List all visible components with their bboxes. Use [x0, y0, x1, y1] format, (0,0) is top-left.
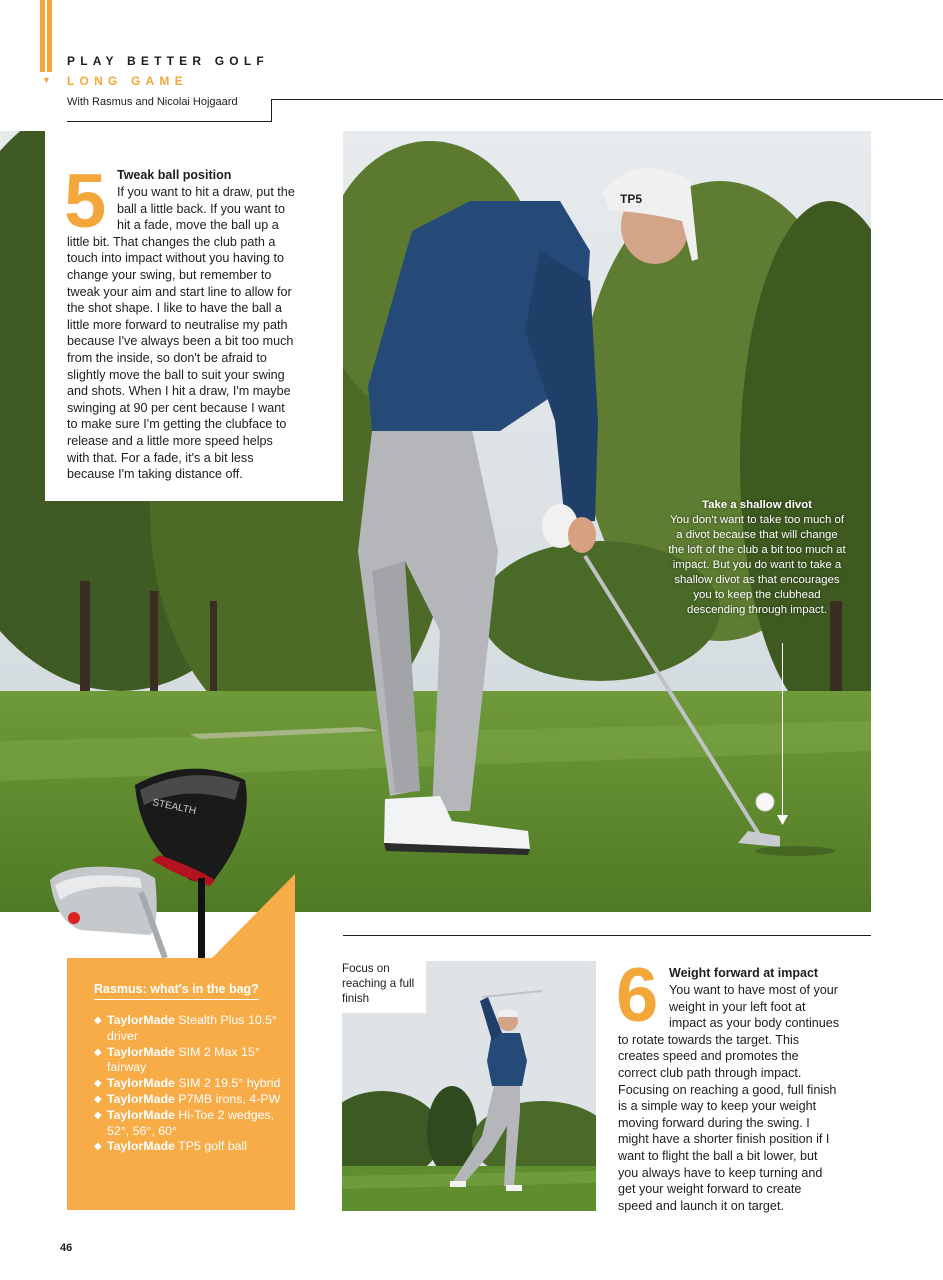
callout-pointer-line: [782, 643, 783, 821]
subsection-title: LONG GAME: [67, 74, 188, 88]
bag-item-brand: TaylorMade: [107, 1091, 175, 1106]
section-tab-bar: [40, 0, 45, 72]
callout-title: Take a shallow divot: [702, 499, 812, 511]
tip-5-line: slightly move the ball to suit your swing: [67, 367, 285, 382]
tip-5-line: because I'm taking distance off.: [67, 467, 243, 482]
section-rule: [343, 935, 871, 936]
tip-5-line: and shots. When I hit a draw, I'm maybe: [67, 384, 291, 399]
byline: With Rasmus and Nicolai Hojgaard: [67, 96, 238, 108]
tip-5-line: with that. For a fade, it's a bit less: [67, 450, 254, 465]
bag-item-text: Hi-Toe 2 wedges, 52°, 56°, 60°: [107, 1107, 275, 1138]
tip-5-line: the shot shape. I like to have the ball a: [67, 301, 282, 316]
tip-6-line: might have a shorter finish position if I: [618, 1132, 830, 1147]
tip-5-line: hit a fade, move the ball up a: [117, 218, 279, 233]
tip-6-line: is a simple way to keep your weight: [618, 1099, 817, 1114]
tip-5-line: from the inside, so don't be afraid to: [67, 350, 267, 365]
tip-5-line: ball a little back. If you want to: [117, 201, 286, 216]
bag-item-text: Stealth Plus 10.5° driver: [107, 1013, 278, 1043]
bag-box-flap: [210, 874, 295, 960]
page-number: 46: [60, 1242, 73, 1254]
bag-item: [94, 1045, 284, 1077]
bag-item-brand: TaylorMade: [107, 1139, 175, 1154]
tip-5-line: little bit. That changes the club path a: [67, 234, 276, 249]
tip-number-6: 6: [616, 953, 659, 1038]
bag-item-text: TP5 golf ball: [174, 1139, 248, 1154]
header-rule: [271, 99, 943, 100]
bag-item-text: SIM 2 19.5° hybrid: [174, 1076, 281, 1091]
section-tab-bar: [47, 0, 52, 72]
tip-5-line: because I've always been a bit too much: [67, 334, 294, 349]
callout-body: You don't want to take too much of a divot because that will change the loft of the club a bit too much at impact. But you do want to take a shallow divot as that encourages you to keep the clubhead descending through impact.: [668, 514, 846, 616]
tip-5-heading: Tweak ball position: [117, 168, 232, 182]
tip-6-line: creates speed and promotes the: [618, 1049, 799, 1064]
tip-6-line: weight in your left foot at: [669, 999, 806, 1014]
bag-list: [94, 1013, 284, 1155]
arrow-down-icon: [777, 815, 788, 825]
tip-5-line: swinging at 90 per cent because I want: [67, 400, 285, 415]
bag-item-brand: TaylorMade: [107, 1107, 175, 1122]
tip-6-line: correct club path through impact.: [618, 1065, 802, 1080]
bag-item-text: P7MB irons, 4-PW: [174, 1091, 281, 1106]
tip-5-line: If you want to hit a draw, put the: [117, 185, 295, 199]
section-title: PLAY BETTER GOLF: [67, 54, 269, 68]
tip-6-line: You want to have most of your: [669, 983, 838, 997]
bag-item: [94, 1108, 284, 1140]
tip-5-line: release and a little more speed helps: [67, 433, 273, 448]
tip-6-line: impact as your body continues: [669, 1016, 840, 1031]
divot-callout: [667, 498, 847, 618]
driver-logo-text: STEALTH: [151, 797, 197, 818]
bag-item-brand: TaylorMade: [107, 1013, 175, 1027]
tip-5-line: change your swing, but remember to: [67, 267, 272, 282]
bag-item: [94, 1076, 284, 1092]
bag-item: [94, 1013, 284, 1045]
tip-5-line: to make sure I'm getting the clubface to: [67, 417, 287, 432]
tip-5-body: [67, 184, 329, 483]
tip-6-body: [618, 982, 874, 1214]
tip-6-line: moving forward during the swing. I: [618, 1115, 810, 1130]
cap-logo-text: TP5: [620, 192, 643, 206]
tip-5-line: touch into impact without you having to: [67, 251, 285, 266]
bag-item: [94, 1092, 284, 1108]
photo-caption: Focus on reaching a full finish: [342, 962, 415, 1005]
tip-number-5: 5: [64, 159, 107, 244]
bag-item: [94, 1139, 284, 1155]
tip-6-line: Focusing on reaching a good, full finish: [618, 1082, 837, 1097]
tip-6-line: get your weight forward to create: [618, 1182, 802, 1197]
tip-6-line: want to flight the ball a bit lower, but: [618, 1148, 818, 1163]
bag-item-brand: TaylorMade: [107, 1076, 175, 1091]
bag-item-brand: TaylorMade: [107, 1044, 175, 1059]
header-rule: [271, 99, 272, 122]
tip-6-line: speed and launch it on target.: [618, 1198, 784, 1213]
tip-6-heading: Weight forward at impact: [669, 966, 819, 980]
header-rule: [67, 121, 272, 122]
tip-6-line: to rotate towards the target. This: [618, 1032, 800, 1047]
tip-5-line: little more forward to neutralise my path: [67, 317, 288, 332]
tip-6-line: you always have to keep turning and: [618, 1165, 823, 1180]
bag-title: Rasmus: what's in the bag?: [94, 982, 259, 1000]
tip-5-line: tweak your aim and start line to allow for: [67, 284, 292, 299]
arrow-down-icon: ▼: [42, 75, 51, 85]
bag-item-text: SIM 2 Max 15° fairway: [107, 1044, 260, 1075]
